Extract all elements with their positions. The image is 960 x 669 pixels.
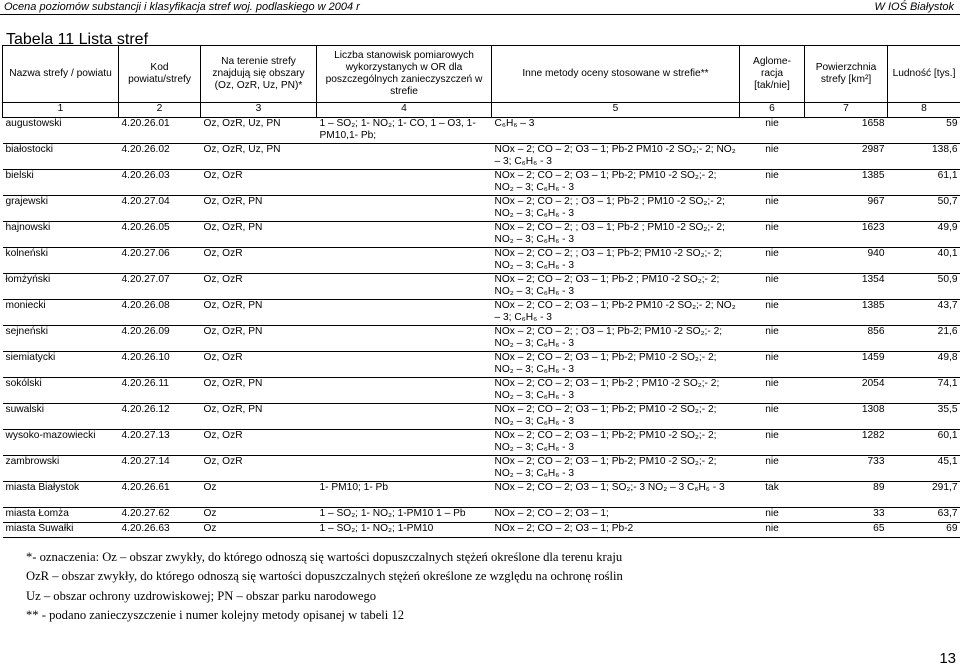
cell-methods: NOx – 2; CO – 2; O3 – 1; Pb-2 ; PM10 -2 SO₂;- 2; NO₂ – 3; C₆H₆ - 3	[492, 378, 740, 404]
running-header-institution: W IOŚ Białystok	[874, 1, 954, 13]
table-row	[3, 404, 960, 430]
cell-population: 138,6	[888, 144, 960, 170]
cell-areas: Oz, OzR, PN	[201, 300, 317, 326]
cell-zone-code: 4.20.26.01	[119, 118, 201, 144]
cell-stations: 1 – SO₂; 1- NO₂; 1-PM10 1 – Pb	[317, 508, 492, 523]
table-row	[3, 352, 960, 378]
cell-stations	[317, 274, 492, 300]
cell-population: 59	[888, 118, 960, 144]
cell-agglomeration: nie	[740, 196, 805, 222]
cell-population: 291,7	[888, 482, 960, 508]
cell-zone-name: miasta Łomża	[3, 508, 119, 523]
cell-area: 1385	[805, 170, 888, 196]
cell-area: 1459	[805, 352, 888, 378]
cell-zone-code: 4.20.27.14	[119, 456, 201, 482]
cell-zone-name: wysoko-mazowiecki	[3, 430, 119, 456]
cell-area: 856	[805, 326, 888, 352]
cell-zone-name: miasta Białystok	[3, 482, 119, 508]
col-number: 6	[740, 103, 805, 118]
table-row	[3, 378, 960, 404]
legend-line: *- oznaczenia: Oz – obszar zwykły, do którego odnoszą się wartości dopuszczalnych stężeń określone dla terenu kraju	[26, 550, 623, 564]
cell-areas: Oz, OzR, Uz, PN	[201, 118, 317, 144]
cell-stations	[317, 430, 492, 456]
cell-areas: Oz, OzR, PN	[201, 222, 317, 248]
cell-stations	[317, 248, 492, 274]
cell-areas: Oz	[201, 508, 317, 523]
cell-zone-name: bielski	[3, 170, 119, 196]
cell-zone-name: miasta Suwałki	[3, 523, 119, 538]
legend-line: ** - podano zanieczyszczenie i numer kolejny metody opisanej w tabeli 12	[26, 607, 405, 622]
cell-stations	[317, 378, 492, 404]
header-rule	[0, 14, 960, 15]
cell-zone-code: 4.20.27.04	[119, 196, 201, 222]
col-number: 2	[119, 103, 201, 118]
cell-population: 45,1	[888, 456, 960, 482]
cell-stations	[317, 170, 492, 196]
cell-methods: NOx – 2; CO – 2; ; O3 – 1; Pb-2 ; PM10 -2 SO₂;- 2; NO₂ – 3; C₆H₆ - 3	[492, 222, 740, 248]
cell-zone-code: 4.20.26.12	[119, 404, 201, 430]
cell-zone-code: 4.20.26.08	[119, 300, 201, 326]
cell-areas: Oz, OzR, PN	[201, 196, 317, 222]
cell-area: 89	[805, 482, 888, 508]
cell-methods: NOx – 2; CO – 2; O3 – 1; Pb-2 PM10 -2 SO₂;- 2; NO₂ – 3; C₆H₆ - 3	[492, 300, 740, 326]
cell-area: 1658	[805, 118, 888, 144]
cell-zone-name: hajnowski	[3, 222, 119, 248]
col-header-methods: Inne metody oceny stosowane w strefie**	[492, 46, 740, 103]
cell-methods: NOx – 2; CO – 2; O3 – 1; Pb-2; PM10 -2 SO₂;- 2; NO₂ – 3; C₆H₆ - 3	[492, 404, 740, 430]
col-header-stations: Liczba stanowisk pomiarowych wykorzystanych w OR dla poszczególnych zanieczyszczeń w strefie	[317, 46, 492, 103]
cell-zone-name: łomżyński	[3, 274, 119, 300]
cell-agglomeration: nie	[740, 352, 805, 378]
cell-agglomeration: nie	[740, 430, 805, 456]
cell-population: 69	[888, 523, 960, 538]
cell-stations: 1 – SO₂; 1- NO₂; 1- CO, 1 – O3, 1- PM10,1- Pb;	[317, 118, 492, 144]
cell-population: 35,5	[888, 404, 960, 430]
cell-agglomeration: nie	[740, 404, 805, 430]
col-number: 8	[888, 103, 960, 118]
cell-agglomeration: nie	[740, 378, 805, 404]
table-row	[3, 300, 960, 326]
cell-agglomeration: nie	[740, 274, 805, 300]
cell-zone-name: kolneński	[3, 248, 119, 274]
running-header-title: Ocena poziomów substancji i klasyfikacja stref woj. podlaskiego w 2004 r	[4, 1, 360, 13]
cell-areas: Oz, OzR	[201, 352, 317, 378]
cell-area: 1308	[805, 404, 888, 430]
column-number-row	[3, 103, 960, 118]
cell-area: 33	[805, 508, 888, 523]
cell-methods: NOx – 2; CO – 2; O3 – 1; Pb-2 ; PM10 -2 SO₂;- 2; NO₂ – 3; C₆H₆ - 3	[492, 274, 740, 300]
cell-area: 1282	[805, 430, 888, 456]
zones-table	[2, 45, 960, 538]
col-header-areas: Na terenie strefy znajdują się obszary (Oz, OzR, Uz, PN)*	[201, 46, 317, 103]
cell-population: 50,7	[888, 196, 960, 222]
cell-zone-code: 4.20.26.63	[119, 523, 201, 538]
cell-agglomeration: nie	[740, 326, 805, 352]
col-number: 5	[492, 103, 740, 118]
cell-agglomeration: nie	[740, 456, 805, 482]
cell-zone-code: 4.20.27.13	[119, 430, 201, 456]
cell-agglomeration: nie	[740, 248, 805, 274]
cell-zone-code: 4.20.26.09	[119, 326, 201, 352]
cell-zone-name: zambrowski	[3, 456, 119, 482]
cell-area: 65	[805, 523, 888, 538]
cell-stations	[317, 404, 492, 430]
cell-zone-name: sejneński	[3, 326, 119, 352]
cell-stations	[317, 456, 492, 482]
running-header	[0, 0, 960, 14]
cell-agglomeration: nie	[740, 523, 805, 538]
cell-population: 43,7	[888, 300, 960, 326]
cell-stations	[317, 300, 492, 326]
table-row	[3, 326, 960, 352]
cell-area: 967	[805, 196, 888, 222]
cell-methods: NOx – 2; CO – 2; ; O3 – 1; Pb-2; PM10 -2 SO₂;- 2; NO₂ – 3; C₆H₆ - 3	[492, 248, 740, 274]
table-row	[3, 508, 960, 523]
cell-zone-name: siemiatycki	[3, 352, 119, 378]
cell-area: 2054	[805, 378, 888, 404]
cell-areas: Oz, OzR	[201, 248, 317, 274]
legend-line: OzR – obszar zwykły, do którego odnoszą się wartości dopuszczalnych stężeń określone ze względu na ochronę roślin	[26, 569, 623, 584]
cell-zone-name: moniecki	[3, 300, 119, 326]
cell-methods: C₆H₆ – 3	[492, 118, 740, 144]
column-header-row	[3, 46, 960, 103]
cell-population: 61,1	[888, 170, 960, 196]
cell-methods: NOx – 2; CO – 2; O3 – 1; Pb-2; PM10 -2 SO₂;- 2; NO₂ – 3; C₆H₆ - 3	[492, 352, 740, 378]
cell-population: 49,8	[888, 352, 960, 378]
cell-stations	[317, 352, 492, 378]
cell-zone-code: 4.20.27.06	[119, 248, 201, 274]
cell-area: 1385	[805, 300, 888, 326]
cell-areas: Oz, OzR, PN	[201, 326, 317, 352]
cell-stations	[317, 326, 492, 352]
legend-notes	[26, 548, 623, 625]
cell-areas: Oz, OzR	[201, 430, 317, 456]
col-number: 7	[805, 103, 888, 118]
col-number: 3	[201, 103, 317, 118]
cell-agglomeration: nie	[740, 508, 805, 523]
table-row	[3, 248, 960, 274]
table-row	[3, 482, 960, 508]
cell-agglomeration: nie	[740, 222, 805, 248]
cell-zone-code: 4.20.27.62	[119, 508, 201, 523]
table-row	[3, 430, 960, 456]
legend-line: Uz – obszar ochrony uzdrowiskowej; PN – obszar parku narodowego	[26, 588, 377, 603]
table-row	[3, 222, 960, 248]
cell-area: 1623	[805, 222, 888, 248]
cell-stations	[317, 144, 492, 170]
cell-population: 63,7	[888, 508, 960, 523]
table-row	[3, 456, 960, 482]
cell-stations: 1 – SO₂; 1- NO₂; 1-PM10	[317, 523, 492, 538]
cell-population: 40,1	[888, 248, 960, 274]
cell-agglomeration: tak	[740, 482, 805, 508]
cell-methods: NOx – 2; CO – 2; O3 – 1; SO₂;- 3 NO₂ – 3 C₆H₆ - 3	[492, 482, 740, 508]
cell-zone-code: 4.20.26.02	[119, 144, 201, 170]
cell-methods: NOx – 2; CO – 2; O3 – 1; Pb-2; PM10 -2 SO₂;- 2; NO₂ – 3; C₆H₆ - 3	[492, 170, 740, 196]
table-row	[3, 170, 960, 196]
table-row	[3, 196, 960, 222]
col-header-code: Kod powiatu/strefy	[119, 46, 201, 103]
cell-area: 733	[805, 456, 888, 482]
cell-zone-name: suwalski	[3, 404, 119, 430]
cell-population: 74,1	[888, 378, 960, 404]
cell-stations: 1- PM10; 1- Pb	[317, 482, 492, 508]
table-row	[3, 523, 960, 538]
cell-methods: NOx – 2; CO – 2; O3 – 1; Pb-2; PM10 -2 SO₂;- 2; NO₂ – 3; C₆H₆ - 3	[492, 430, 740, 456]
cell-agglomeration: nie	[740, 118, 805, 144]
cell-area: 1354	[805, 274, 888, 300]
cell-zone-code: 4.20.26.05	[119, 222, 201, 248]
cell-zone-name: sokólski	[3, 378, 119, 404]
cell-areas: Oz, OzR	[201, 274, 317, 300]
cell-zone-code: 4.20.26.11	[119, 378, 201, 404]
cell-agglomeration: nie	[740, 144, 805, 170]
cell-stations	[317, 222, 492, 248]
cell-methods: NOx – 2; CO – 2; O3 – 1;	[492, 508, 740, 523]
cell-areas: Oz, OzR, PN	[201, 404, 317, 430]
cell-agglomeration: nie	[740, 170, 805, 196]
cell-areas: Oz, OzR, Uz, PN	[201, 144, 317, 170]
table-row	[3, 118, 960, 144]
table-row	[3, 144, 960, 170]
col-header-population: Ludność [tys.]	[888, 46, 960, 103]
cell-zone-code: 4.20.26.61	[119, 482, 201, 508]
col-header-name: Nazwa strefy / powiatu	[3, 46, 119, 103]
cell-zone-code: 4.20.26.03	[119, 170, 201, 196]
cell-methods: NOx – 2; CO – 2; O3 – 1; Pb-2; PM10 -2 SO₂;- 2; NO₂ – 3; C₆H₆ - 3	[492, 456, 740, 482]
cell-stations	[317, 196, 492, 222]
cell-zone-code: 4.20.26.10	[119, 352, 201, 378]
cell-methods: NOx – 2; CO – 2; ; O3 – 1; Pb-2; PM10 -2 SO₂;- 2; NO₂ – 3; C₆H₆ - 3	[492, 326, 740, 352]
cell-zone-code: 4.20.27.07	[119, 274, 201, 300]
cell-population: 60,1	[888, 430, 960, 456]
cell-methods: NOx – 2; CO – 2; O3 – 1; Pb-2 PM10 -2 SO₂;- 2; NO₂ – 3; C₆H₆ - 3	[492, 144, 740, 170]
col-header-agglomeration: Aglome-racja [tak/nie]	[740, 46, 805, 103]
cell-zone-name: grajewski	[3, 196, 119, 222]
cell-methods: NOx – 2; CO – 2; ; O3 – 1; Pb-2 ; PM10 -2 SO₂;- 2; NO₂ – 3; C₆H₆ - 3	[492, 196, 740, 222]
cell-agglomeration: nie	[740, 300, 805, 326]
col-number: 1	[3, 103, 119, 118]
cell-areas: Oz	[201, 523, 317, 538]
table-row	[3, 274, 960, 300]
cell-population: 49,9	[888, 222, 960, 248]
cell-area: 2987	[805, 144, 888, 170]
cell-population: 50,9	[888, 274, 960, 300]
cell-areas: Oz, OzR, PN	[201, 378, 317, 404]
cell-population: 21,6	[888, 326, 960, 352]
col-number: 4	[317, 103, 492, 118]
cell-area: 940	[805, 248, 888, 274]
cell-zone-name: augustowski	[3, 118, 119, 144]
cell-methods: NOx – 2; CO – 2; O3 – 1; Pb-2	[492, 523, 740, 538]
cell-areas: Oz, OzR	[201, 170, 317, 196]
table-title: Tabela 11 Lista stref	[6, 31, 149, 48]
cell-areas: Oz, OzR	[201, 456, 317, 482]
cell-areas: Oz	[201, 482, 317, 508]
cell-zone-name: białostocki	[3, 144, 119, 170]
col-header-area: Powierzchnia strefy [km²]	[805, 46, 888, 103]
page-number: 13	[939, 650, 956, 667]
